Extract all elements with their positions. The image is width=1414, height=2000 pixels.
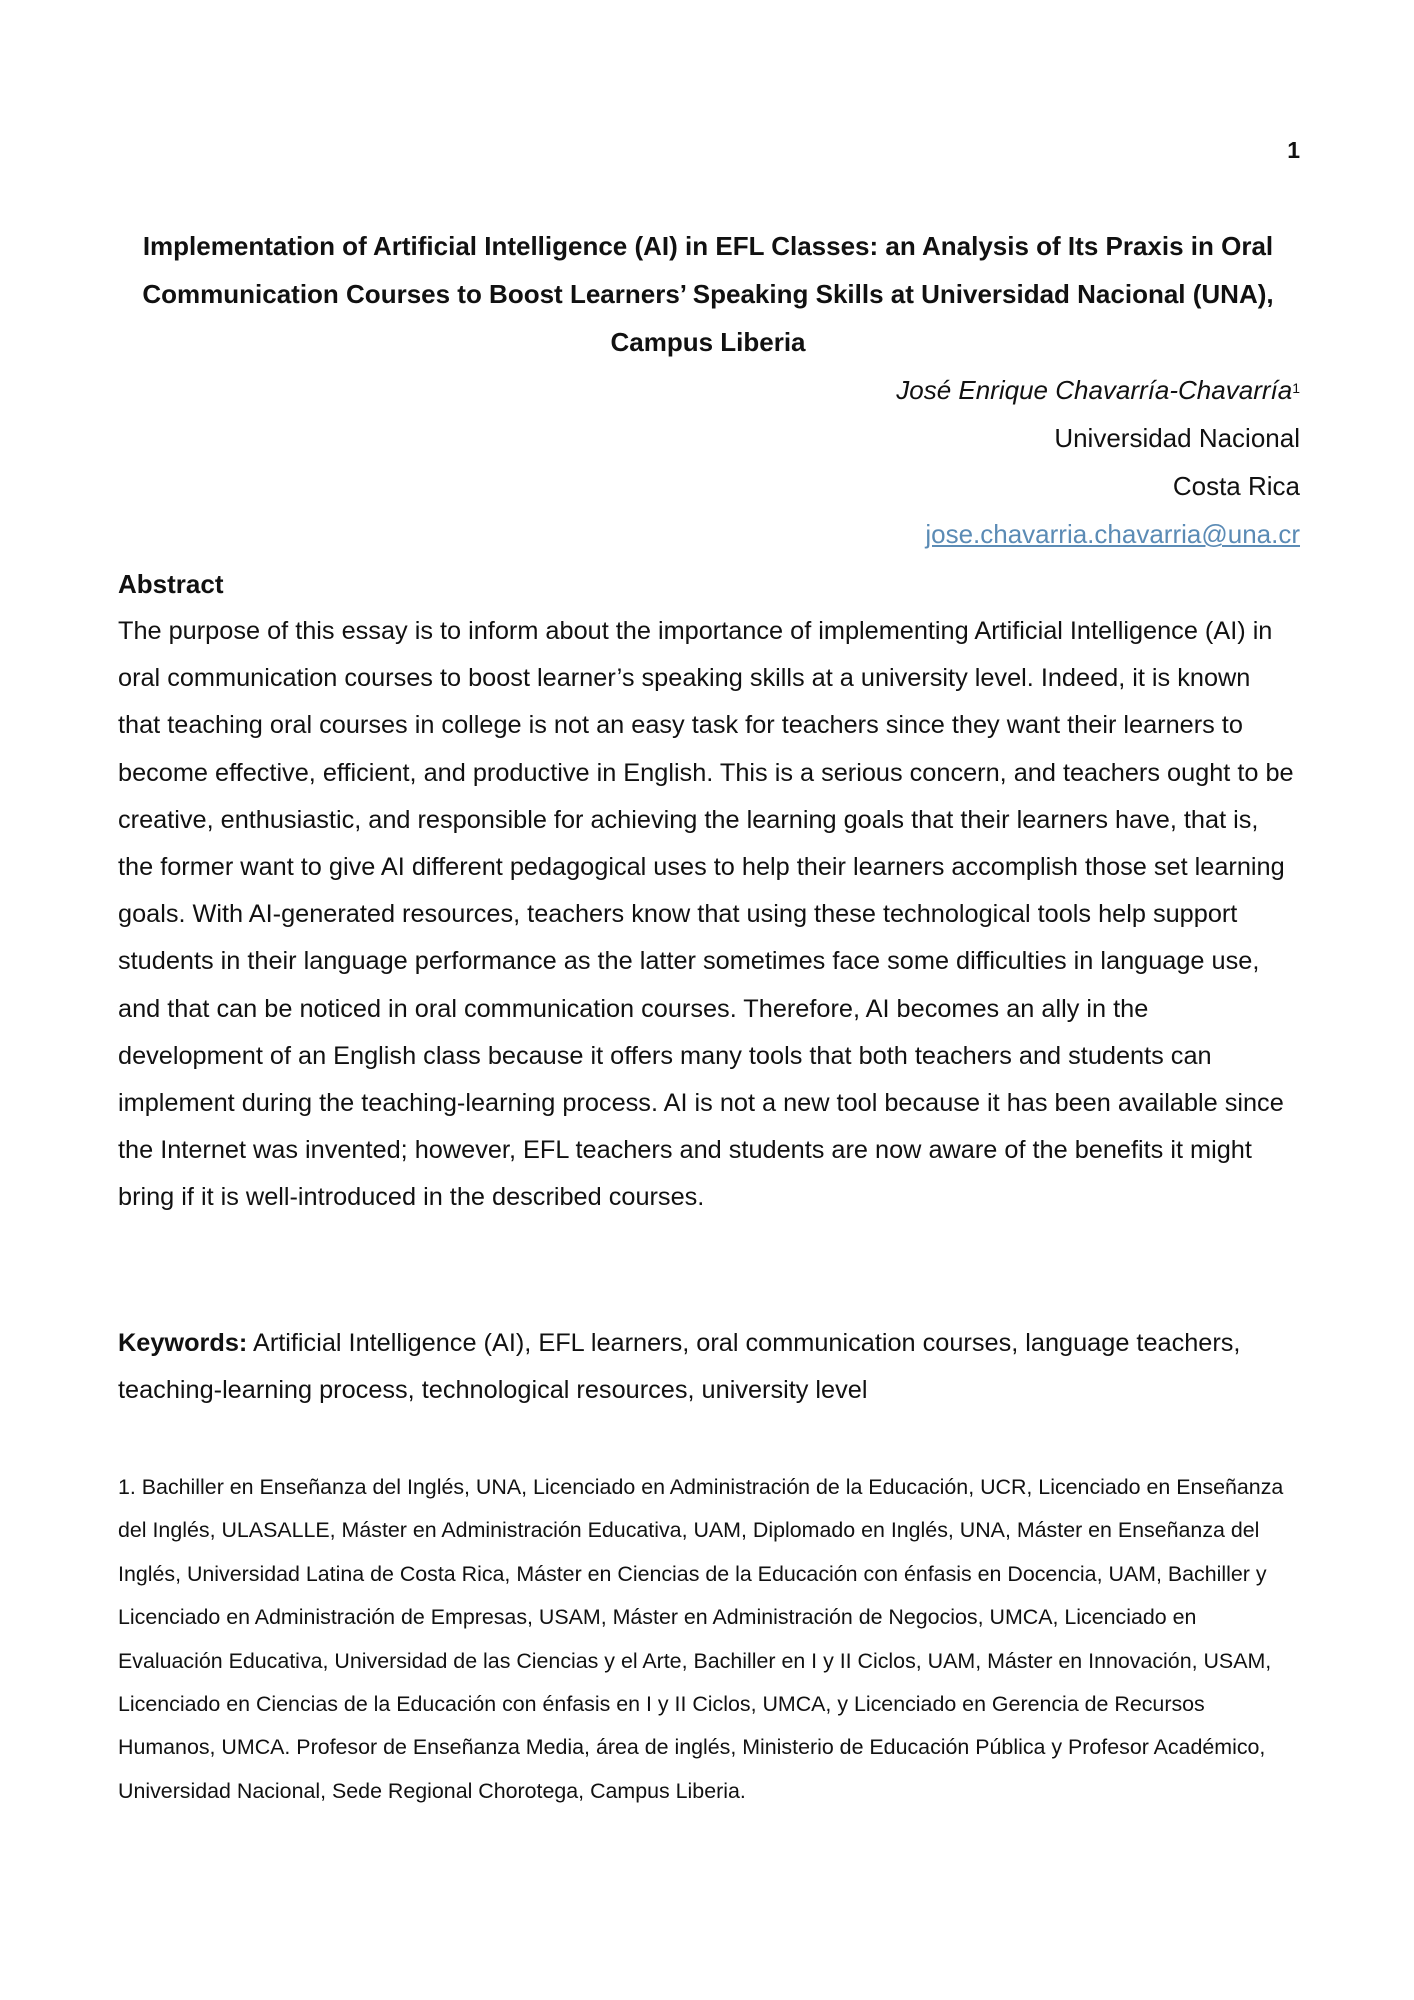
- abstract-heading: Abstract: [118, 569, 224, 599]
- author-block: [896, 366, 1300, 558]
- author-country: Costa Rica: [1172, 471, 1300, 501]
- author-institution: Universidad Nacional: [1054, 423, 1300, 453]
- page-number: 1: [1287, 137, 1300, 163]
- paper-title: Implementation of Artificial Intelligence (AI) in EFL Classes: an Analysis of Its Praxis in Oral Communication Courses to Boost Learners’ Speaking Skills at Universidad Nacional (UNA), Campus Liberia: [142, 231, 1274, 357]
- abstract-text: The purpose of this essay is to inform about the importance of implementing Artificial Intelligence (AI) in oral communication courses to boost learner’s speaking skills at a university level. Indeed, it is known that teaching oral courses in college is not an easy task for teachers since they want their learners to become effective, efficient, and productive in English. This is a serious concern, and teachers ought to be creative, enthusiastic, and responsible for achieving the learning goals that their learners have, that is, the former want to give AI different pedagogical uses to help their learners accomplish those set learning goals. With AI-generated resources, teachers know that using these technological tools help support students in their language performance as the latter sometimes face some difficulties in language use, and that can be noticed in oral communication courses. Therefore, AI becomes an ally in the development of an English class because it offers many tools that both teachers and students can implement during the teaching-learning process. AI is not a new tool because it has been available since the Internet was invented; however, EFL teachers and students are now aware of the benefits it might bring if it is well-introduced in the described courses.: [118, 617, 1294, 1212]
- keywords: [118, 1320, 1298, 1414]
- author-footnote-marker[interactable]: 1: [1292, 380, 1300, 396]
- keywords-label: Keywords:: [118, 1329, 248, 1357]
- keywords-text: Artificial Intelligence (AI), EFL learners, oral communication courses, language teachers, teaching-learning process, technological resources, university level: [118, 1329, 1241, 1405]
- author-email-link[interactable]: jose.chavarria.chavarria@una.cr: [925, 519, 1300, 549]
- author-footnote: 1. Bachiller en Enseñanza del Inglés, UNA, Licenciado en Administración de la Educación, UCR, Licenciado en Enseñanza del Inglés, ULASALLE, Máster en Administración Educativa, UAM, Diplomado en Inglés, UNA, Máster en Enseñanza del Inglés, Universidad Latina de Costa Rica, Máster en Ciencias de la Educación con énfasis en Docencia, UAM, Bachiller y Licenciado en Administración de Empresas, USAM, Máster en Administración de Negocios, UMCA, Licenciado en Evaluación Educativa, Universidad de las Ciencias y el Arte, Bachiller en I y II Ciclos, UAM, Máster en Innovación, USAM, Licenciado en Ciencias de la Educación con énfasis en I y II Ciclos, UMCA, y Licenciado en Gerencia de Recursos Humanos, UMCA. Profesor de Enseñanza Media, área de inglés, Ministerio de Educación Pública y Profesor Académico, Universidad Nacional, Sede Regional Chorotega, Campus Liberia.: [118, 1475, 1284, 1803]
- author-name-text: José Enrique Chavarría-Chavarría: [896, 375, 1293, 405]
- author-name: [896, 366, 1300, 414]
